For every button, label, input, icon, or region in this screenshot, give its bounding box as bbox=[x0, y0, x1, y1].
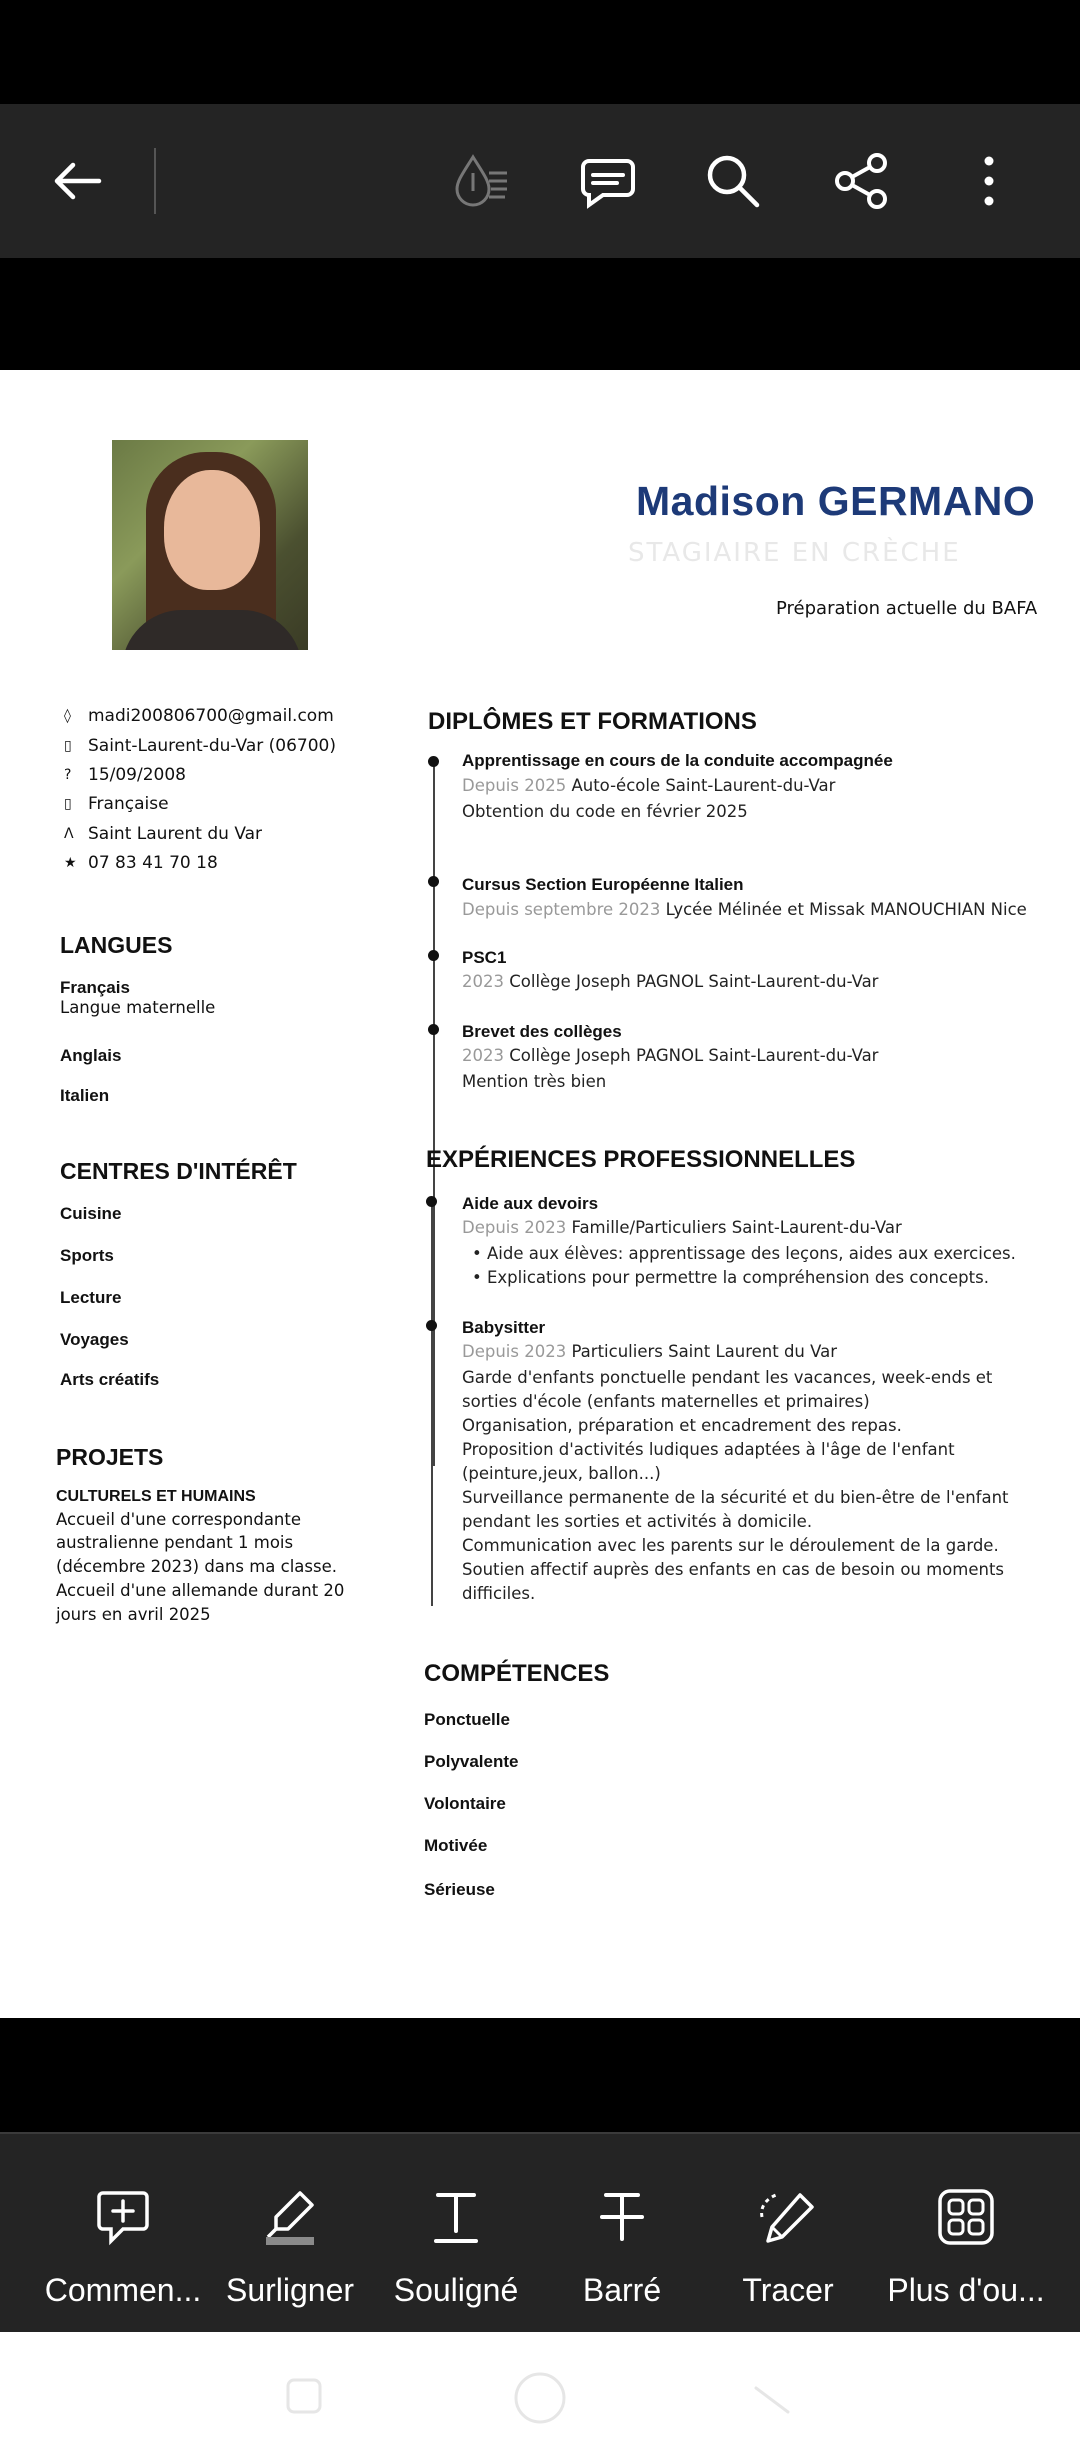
timeline-dot bbox=[428, 1024, 439, 1035]
strikethrough-icon bbox=[592, 2182, 652, 2252]
competence-item: Polyvalente bbox=[424, 1752, 519, 1771]
diplome-title: Apprentissage en cours de la conduite accompagnée bbox=[462, 751, 893, 770]
strikethrough-tool-label: Barré bbox=[582, 2272, 662, 2308]
top-toolbar bbox=[0, 104, 1080, 258]
diplomes-heading: DIPLÔMES ET FORMATIONS bbox=[428, 708, 757, 735]
highlight-tool-label: Surligner bbox=[225, 2272, 355, 2308]
langue-italien: Italien bbox=[60, 1086, 110, 1105]
more-tools-label: Plus d'ou... bbox=[887, 2272, 1045, 2308]
draw-tool-label: Tracer bbox=[742, 2272, 834, 2308]
toolbar-divider bbox=[154, 148, 156, 214]
resume-name: Madison GERMANO bbox=[636, 478, 1036, 524]
competences-heading: COMPÉTENCES bbox=[424, 1660, 610, 1687]
experience-bullet: • Aide aux élèves: apprentissage des leçons, aides aux exercices. bbox=[472, 1244, 1016, 1263]
profile-photo bbox=[112, 440, 308, 650]
highlighter-icon bbox=[260, 2182, 320, 2252]
underline-icon bbox=[426, 2182, 486, 2252]
experience-line: pendant les sorties et activités à domicile. bbox=[462, 1512, 813, 1531]
contact-email: ◊ madi200806700@gmail.com bbox=[64, 706, 334, 726]
system-navigation-bar bbox=[0, 2332, 1080, 2460]
reading-mode-icon[interactable] bbox=[436, 104, 526, 258]
contact-phone: ★ 07 83 41 70 18 bbox=[64, 853, 218, 873]
diplome-title: Cursus Section Européenne Italien bbox=[462, 875, 744, 894]
experiences-timeline bbox=[431, 1200, 433, 1606]
diplome-title: PSC1 bbox=[462, 948, 507, 967]
email-icon: ◊ bbox=[64, 708, 71, 724]
contact-city: Λ Saint Laurent du Var bbox=[64, 824, 263, 844]
resume-subtitle: Préparation actuelle du BAFA bbox=[776, 598, 1038, 619]
underline-tool-label: Souligné bbox=[393, 2272, 519, 2308]
experience-line: Organisation, préparation et encadrement des repas. bbox=[462, 1416, 902, 1435]
experience-line: Surveillance permanente de la sécurité et du bien-être de l'enfant bbox=[462, 1488, 1009, 1507]
recents-icon[interactable] bbox=[284, 2376, 324, 2416]
competence-item: Sérieuse bbox=[424, 1880, 495, 1899]
interet-item: Arts créatifs bbox=[60, 1370, 160, 1389]
share-icon[interactable] bbox=[816, 104, 906, 258]
interets-heading: CENTRES D'INTÉRÊT bbox=[60, 1158, 297, 1184]
more-options-icon[interactable] bbox=[944, 104, 1034, 258]
address-icon: ▯ bbox=[64, 738, 72, 754]
projet-line: (décembre 2023) dans ma classe. bbox=[56, 1557, 337, 1576]
experience-line: Proposition d'activités ludiques adaptées à l'âge de l'enfant bbox=[462, 1440, 955, 1459]
comments-icon[interactable] bbox=[562, 104, 652, 258]
city-icon: Λ bbox=[64, 826, 74, 842]
bottom-toolbar bbox=[0, 2132, 1080, 2332]
diplome-meta: Depuis 2025 Auto-école Saint-Laurent-du-Var bbox=[462, 776, 836, 795]
experience-bullet: • Explications pour permettre la compréhension des concepts. bbox=[472, 1268, 989, 1287]
timeline-dot bbox=[426, 1320, 437, 1331]
interet-item: Cuisine bbox=[60, 1204, 122, 1223]
diplome-extra: Mention très bien bbox=[462, 1072, 607, 1091]
diplome-extra: Obtention du code en février 2025 bbox=[462, 802, 748, 821]
timeline-dot bbox=[428, 876, 439, 887]
draw-icon bbox=[756, 2182, 820, 2252]
timeline-dot bbox=[428, 756, 439, 767]
projet-line: Accueil d'une correspondante bbox=[56, 1510, 302, 1529]
experience-line: (peinture,jeux, ballon...) bbox=[462, 1464, 661, 1483]
contact-nationality: ▯ Française bbox=[64, 794, 169, 814]
diplomes-timeline bbox=[433, 762, 435, 1466]
experience-title: Babysitter bbox=[462, 1318, 546, 1337]
interet-item: Lecture bbox=[60, 1288, 122, 1307]
projet-line: jours en avril 2025 bbox=[56, 1605, 211, 1624]
draw-tool-button[interactable] bbox=[698, 2132, 878, 2332]
diplome-meta: 2023 Collège Joseph PAGNOL Saint-Laurent-du-Var bbox=[462, 972, 879, 991]
experience-title: Aide aux devoirs bbox=[462, 1194, 599, 1213]
langues-heading: LANGUES bbox=[60, 932, 173, 958]
search-icon[interactable] bbox=[688, 104, 778, 258]
underline-tool-button[interactable] bbox=[366, 2132, 546, 2332]
experience-meta: Depuis 2023 Famille/Particuliers Saint-Laurent-du-Var bbox=[462, 1218, 902, 1237]
phone-icon: ★ bbox=[64, 855, 77, 871]
ghost-subtitle: STAGIAIRE EN CRÈCHE bbox=[628, 538, 961, 568]
diplome-meta: 2023 Collège Joseph PAGNOL Saint-Laurent-du-Var bbox=[462, 1046, 879, 1065]
langue-francais: Français bbox=[60, 978, 130, 997]
experience-meta: Depuis 2023 Particuliers Saint Laurent du Var bbox=[462, 1342, 838, 1361]
experience-line: Garde d'enfants ponctuelle pendant les vacances, week-ends et bbox=[462, 1368, 993, 1387]
more-tools-button[interactable] bbox=[856, 2132, 1076, 2332]
experience-line: Soutien affectif auprès des enfants en cas de besoin ou moments bbox=[462, 1560, 1005, 1579]
birthdate-icon: ? bbox=[64, 767, 72, 783]
resume-page bbox=[0, 370, 1080, 2018]
strikethrough-tool-button[interactable] bbox=[532, 2132, 712, 2332]
home-icon[interactable] bbox=[512, 2370, 568, 2426]
interet-item: Voyages bbox=[60, 1330, 129, 1349]
langue-francais-level: Langue maternelle bbox=[60, 998, 216, 1017]
highlight-tool-button[interactable] bbox=[200, 2132, 380, 2332]
projets-heading: PROJETS bbox=[56, 1444, 164, 1470]
diplome-title: Brevet des collèges bbox=[462, 1022, 622, 1041]
projets-subtitle: CULTURELS ET HUMAINS bbox=[56, 1488, 256, 1505]
experiences-heading: EXPÉRIENCES PROFESSIONNELLES bbox=[426, 1146, 856, 1173]
langue-anglais: Anglais bbox=[60, 1046, 122, 1065]
experience-line: Communication avec les parents sur le déroulement de la garde. bbox=[462, 1536, 999, 1555]
competence-item: Motivée bbox=[424, 1836, 488, 1855]
timeline-dot bbox=[426, 1196, 437, 1207]
comment-tool-label: Commen... bbox=[44, 2272, 202, 2308]
comment-tool-button[interactable] bbox=[28, 2132, 218, 2332]
more-tools-icon bbox=[936, 2182, 996, 2252]
competence-item: Ponctuelle bbox=[424, 1710, 510, 1729]
projet-line: australienne pendant 1 mois bbox=[56, 1533, 294, 1552]
back-arrow-icon[interactable] bbox=[32, 104, 122, 258]
experience-line: difficiles. bbox=[462, 1584, 536, 1603]
projet-line: Accueil d'une allemande durant 20 bbox=[56, 1581, 345, 1600]
experience-line: sorties d'école (enfants maternelles et primaires) bbox=[462, 1392, 870, 1411]
timeline-dot bbox=[428, 950, 439, 961]
interet-item: Sports bbox=[60, 1246, 114, 1265]
contact-address: ▯ Saint-Laurent-du-Var (06700) bbox=[64, 736, 336, 756]
nationality-icon: ▯ bbox=[64, 796, 72, 812]
diplome-meta: Depuis septembre 2023 Lycée Mélinée et Missak MANOUCHIAN Nice bbox=[462, 900, 1027, 919]
competence-item: Volontaire bbox=[424, 1794, 506, 1813]
contact-birthdate: ? 15/09/2008 bbox=[64, 765, 186, 785]
back-icon[interactable] bbox=[752, 2376, 792, 2416]
add-comment-icon bbox=[93, 2182, 153, 2252]
